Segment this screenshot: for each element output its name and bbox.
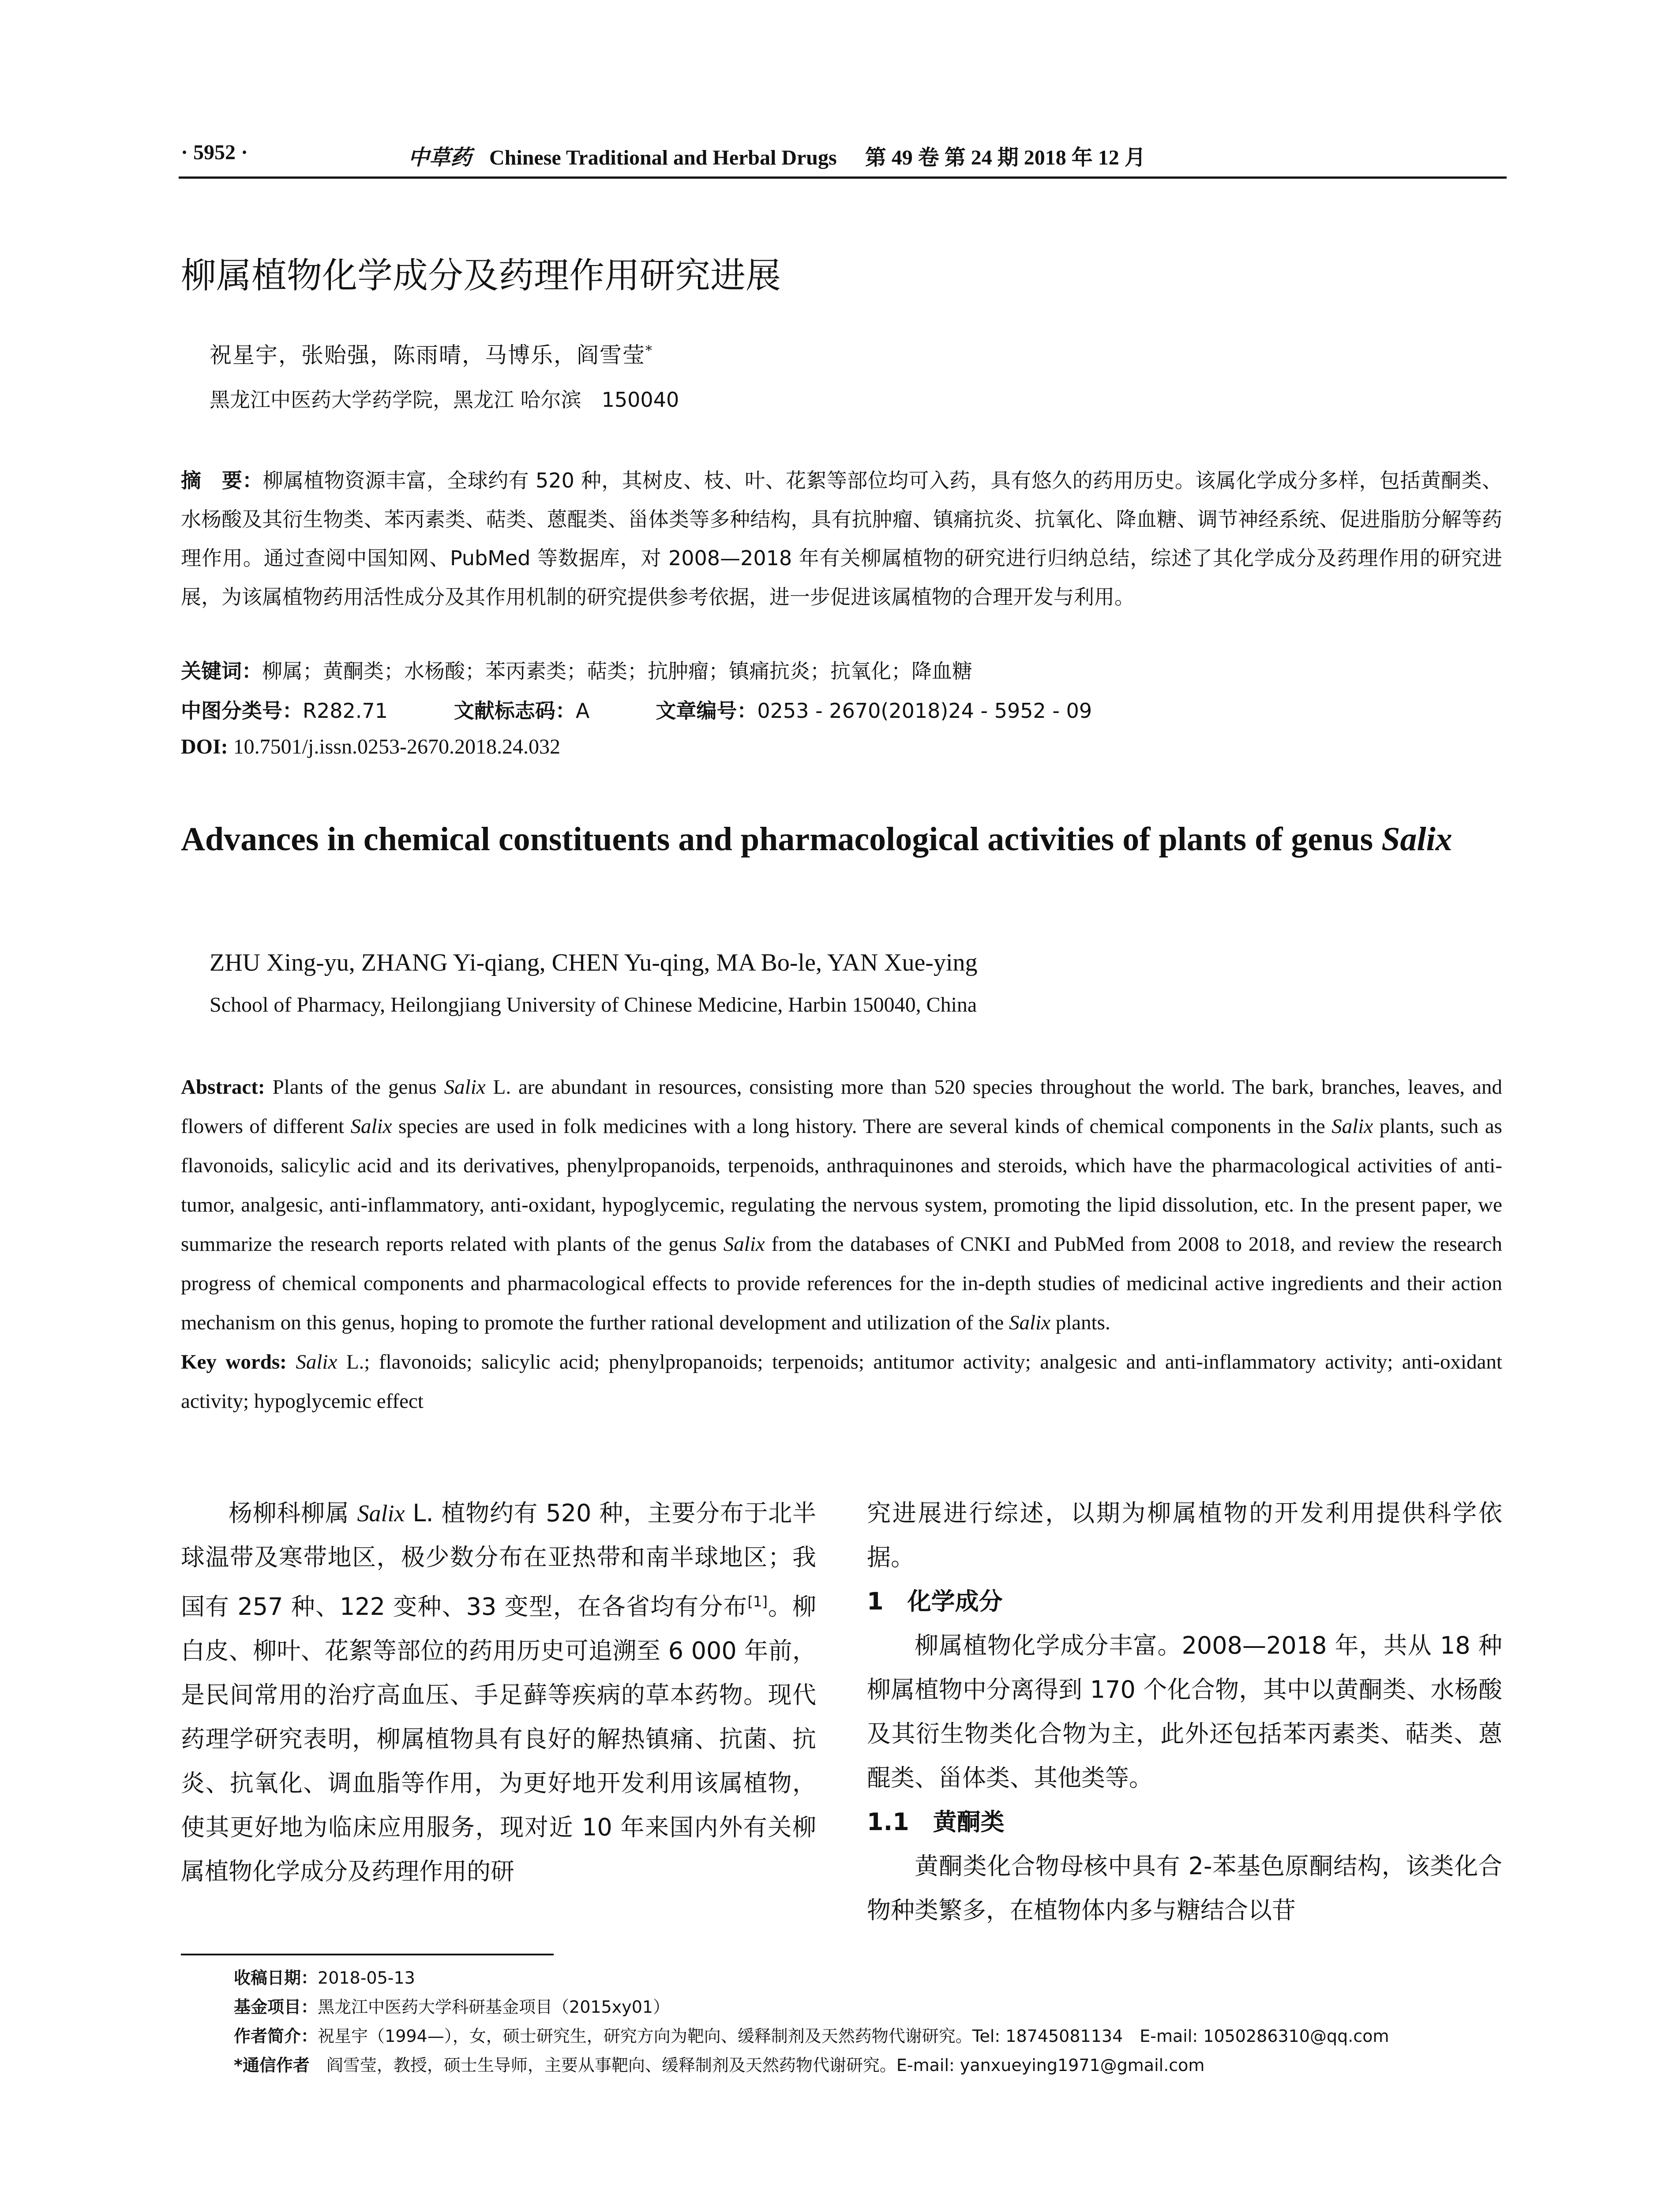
- cn-abstract: [181, 461, 1502, 616]
- en-title: [181, 812, 1504, 867]
- en-abstract-genus: Salix: [723, 1233, 765, 1256]
- journal-title-cn: 中草药: [408, 145, 472, 170]
- en-affiliation: School of Pharmacy, Heilongjiang University of Chinese Medicine, Harbin 150040, China: [210, 993, 977, 1017]
- en-title-genus: Salix: [1381, 821, 1452, 858]
- en-abstract-seg: species are used in folk medicines with a long history. There are several kinds of chemical components in the: [392, 1115, 1332, 1138]
- doi-value: 10.7501/j.issn.0253-2670.2018.24.032: [233, 735, 561, 758]
- author-bio-value: 祝星宇（1994—），女，硕士研究生，研究方向为靶向、缓释制剂及天然药物代谢研究。Tel: 18745081134 E-mail: 1050286310@qq.com: [318, 2026, 1389, 2046]
- en-abstract-genus: Salix: [1331, 1115, 1373, 1138]
- section-1-paragraph: 柳属植物化学成分丰富。2008—2018 年，共从 18 种柳属植物中分离得到 170 个化合物，其中以黄酮类、水杨酸及其衍生物类化合物为主，此外还包括苯丙素类、萜类、蒽醌类、甾体类、其他类等。: [867, 1632, 1502, 1792]
- running-header: [181, 140, 1504, 171]
- corresponding-value: 阎雪莹，教授，硕士生导师，主要从事靶向、缓释制剂及天然药物代谢研究。E-mail: yanxueying1971@gmail.com: [309, 2056, 1205, 2075]
- cn-keywords-text: 柳属；黄酮类；水杨酸；苯丙素类；萜类；抗肿瘤；镇痛抗炎；抗氧化；降血糖: [262, 659, 972, 683]
- en-abstract-label: Abstract:: [181, 1076, 265, 1099]
- en-title-text: Advances in chemical constituents and pharmacological activities of plants of genus: [181, 821, 1382, 858]
- fund-label: 基金项目：: [234, 1997, 318, 2017]
- clc-label: 中图分类号：: [181, 699, 303, 723]
- article-no-value: 0253 - 2670(2018)24 - 5952 - 09: [757, 699, 1092, 723]
- corresponding-author: [234, 2051, 1513, 2080]
- en-keywords-label: Key words:: [181, 1351, 287, 1373]
- corresponding-mark: *: [645, 343, 653, 359]
- footnotes: [234, 1963, 1513, 2080]
- received-label: 收稿日期：: [234, 1968, 318, 1988]
- en-abstract-genus: Salix: [350, 1115, 392, 1138]
- en-abstract-seg: plants, such as flavonoids, salicylic acid and its derivatives, phenylpropanoids, terpenoids, anthraquinones and steroids, which have the pharmacological activities of anti-tumor, analgesic, anti-inflammatory, anti-oxidant, hypoglycemic, regulating the nervous system, promoting the lipid dissolution, etc. In the present paper, we summarize the research reports related with plants of the genus: [181, 1115, 1502, 1256]
- cn-author-names: 祝星宇，张贻强，陈雨晴，马博乐，阎雪莹: [210, 342, 645, 368]
- article-no-label: 文章编号：: [656, 699, 758, 723]
- cn-authors: [210, 338, 653, 369]
- journal-title-en: Chinese Traditional and Herbal Drugs: [489, 146, 837, 169]
- body-left-column: [181, 1491, 816, 1894]
- en-abstract-genus: Salix: [444, 1076, 486, 1099]
- cn-keywords: [181, 655, 972, 684]
- section-1-1-paragraph: 黄酮类化合物母核中具有 2-苯基色原酮结构，该类化合物种类繁多，在植物体内多与糖结合以苷: [867, 1852, 1502, 1924]
- doi-label: DOI:: [181, 735, 228, 758]
- doi-line: [181, 735, 560, 759]
- doc-code-label: 文献标志码：: [454, 699, 576, 723]
- intro-paragraph: [181, 1491, 816, 1894]
- en-abstract-seg: Plants of the genus: [272, 1076, 444, 1099]
- page-number: · 5952 ·: [181, 141, 248, 164]
- body-right-column: [867, 1491, 1502, 1932]
- author-bio: [234, 2022, 1513, 2051]
- intro-seg: 。柳白皮、柳叶、花絮等部位的药用历史可追溯至 6 000 年前，是民间常用的治疗高血压、手足藓等疾病的草本药物。现代药理学研究表明，柳属植物具有良好的解热镇痛、抗菌、抗炎、抗氧化、调血脂等作用，为更好地开发利用该属植物，使其更好地为临床应用服务，现对近 10 年来国内外有关柳属植物化学成分及药理作用的研: [181, 1593, 816, 1885]
- doc-code-value: A: [575, 699, 590, 723]
- received-date: [234, 1963, 1513, 1992]
- fund-value: 黑龙江中医药大学科研基金项目（2015xy01）: [318, 1997, 670, 2017]
- section-heading-1: 1 化学成分: [867, 1587, 1003, 1615]
- intro-continued: 究进展进行综述，以期为柳属植物的开发利用提供科学依据。: [867, 1499, 1502, 1571]
- received-value: 2018-05-13: [318, 1968, 415, 1988]
- en-abstract: [181, 1068, 1502, 1421]
- journal-issue: 第 49 卷 第 24 期 2018 年 12 月: [865, 146, 1146, 169]
- intro-genus: Salix: [357, 1500, 405, 1527]
- intro-seg: 杨柳科柳属: [229, 1499, 357, 1527]
- section-heading-1-1: 1.1 黄酮类: [867, 1808, 1005, 1836]
- cn-abstract-text: 柳属植物资源丰富，全球约有 520 种，其树皮、枝、叶、花絮等部位均可入药，具有悠久的药用历史。该属化学成分多样，包括黄酮类、水杨酸及其衍生物类、苯丙素类、萜类、蒽醌类、甾体类等多种结构，具有抗肿瘤、镇痛抗炎、抗氧化、降血糖、调节神经系统、促进脂肪分解等药理作用。通过查阅中国知网、PubMed 等数据库，对 2008—2018 年有关柳属植物的研究进行归纳总结，综述了其化学成分及药理作用的研究进展，为该属植物药用活性成分及其作用机制的研究提供参考依据，进一步促进该属植物的合理开发与利用。: [181, 469, 1503, 609]
- footnote-rule: [181, 1954, 554, 1955]
- en-abstract-seg: from the databases of CNKI and PubMed from 2008 to 2018, and review the research progress of chemical components and pharmacological effects to provide references for the in-depth studies of medicinal active ingredients and their action mechanism on this genus, hoping to promote the further rational development and utilization of the: [181, 1233, 1502, 1334]
- header-rule: [179, 176, 1507, 179]
- en-abstract-genus: Salix: [1009, 1311, 1050, 1334]
- en-keywords-genus: Salix: [296, 1351, 338, 1373]
- author-bio-label: 作者简介：: [234, 2026, 318, 2046]
- cn-classification: [181, 695, 1092, 724]
- citation-ref: [1]: [747, 1593, 768, 1610]
- corresponding-label: *通信作者: [234, 2056, 310, 2075]
- en-authors: ZHU Xing-yu, ZHANG Yi-qiang, CHEN Yu-qing, MA Bo-le, YAN Xue-ying: [210, 949, 978, 976]
- fund-info: [234, 1992, 1513, 2022]
- clc-value: R282.71: [303, 699, 388, 723]
- en-keywords-text: L.; flavonoids; salicylic acid; phenylpropanoids; terpenoids; antitumor activity; analgesic and anti-inflammatory activity; anti-oxidant activity; hypoglycemic effect: [181, 1351, 1502, 1413]
- cn-affiliation: 黑龙江中医药大学药学院，黑龙江 哈尔滨 150040: [210, 388, 679, 412]
- cn-title: 柳属植物化学成分及药理作用研究进展: [181, 255, 781, 296]
- journal-title: [408, 140, 1146, 171]
- intro-seg: L. 植物约有 520 种，主要分布于北半球温带及寒带地区，极少数分布在亚热带和南半球地区；我国有 257 种、122 变种、33 变型，在各省均有分布: [181, 1499, 816, 1621]
- cn-keywords-label: 关键词：: [181, 659, 262, 683]
- cn-abstract-label: 摘 要：: [181, 469, 263, 492]
- en-abstract-seg: L. are abundant in resources, consisting more than 520 species throughout the world. The bark, branches, leaves, and flowers of different: [181, 1076, 1502, 1138]
- en-abstract-seg: plants.: [1050, 1311, 1110, 1334]
